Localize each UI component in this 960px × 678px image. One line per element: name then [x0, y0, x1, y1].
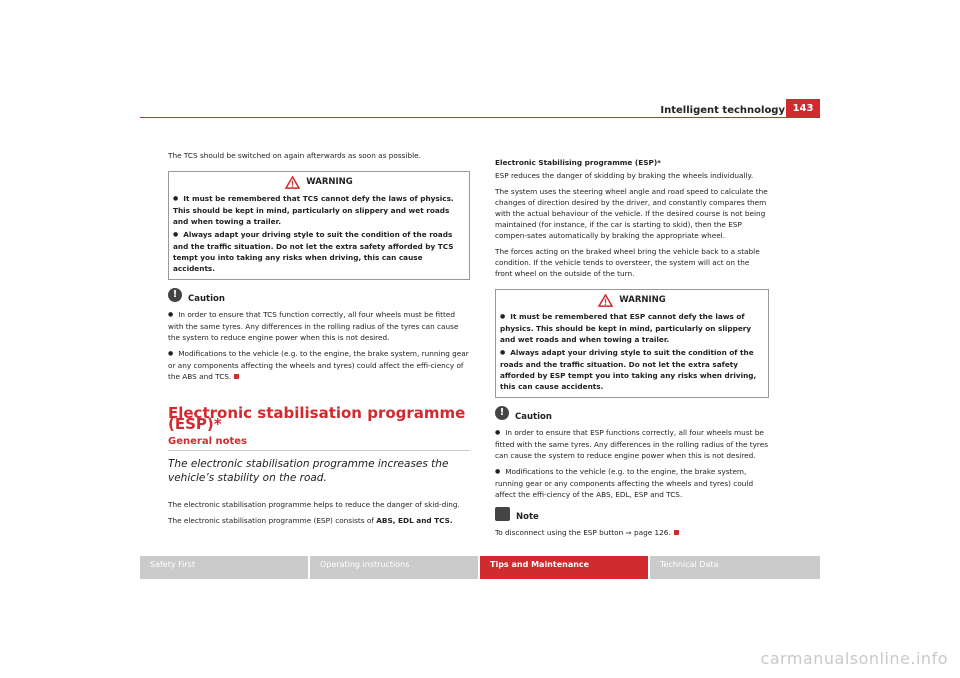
caution-heading	[168, 289, 470, 306]
left-column	[168, 150, 470, 531]
warning-triangle-icon	[598, 294, 613, 307]
warning-item: ● It must be remembered that TCS cannot defy the laws of physics. This should be kept in mind, particularly on slippery and wet roads and when towing a trailer.	[173, 193, 465, 227]
warning-heading	[500, 294, 764, 307]
footer-tab-technical-data[interactable]: Technical Data	[650, 556, 820, 579]
body-text: ESP reduces the danger of skidding by braking the wheels individually.	[495, 171, 754, 180]
header-rule	[140, 117, 820, 118]
body-text: The electronic stabilisation programme helps to reduce the danger of skid-ding.	[168, 500, 460, 509]
caution-item: ● In order to ensure that TCS function correctly, all four wheels must be fitted with the same tyres. Any differences in the rolling radius of the tyres can cause the system to reduce engine power when this is not desired.	[168, 309, 470, 343]
caution-title: Caution	[515, 411, 552, 422]
caution-item: ● Modifications to the vehicle (e.g. to the engine, the brake system, running gear or any components affecting the wheels and tyres) could affect the effi-ciency of the ABS and TCS.	[168, 349, 469, 381]
esp-heading: Electronic Stabilising programme (ESP)*	[495, 158, 661, 167]
end-of-section-icon	[234, 374, 239, 379]
caution-item-wrap	[168, 348, 470, 382]
page-number: 143	[786, 99, 820, 118]
caution-item: ● Modifications to the vehicle (e.g. to the engine, the brake system, running gear or any components affecting the wheels and tyres) could affect the effi-ciency of the ABS, EDL, ESP and TCS.	[495, 466, 769, 500]
note-hand-icon	[495, 507, 510, 521]
caution-item: ● In order to ensure that ESP functions correctly, all four wheels must be fitted with the same tyres. Any differences in the rolling radius of the tyres can cause the system to reduce engine power when this is not desired.	[495, 427, 769, 461]
warning-title: WARNING	[619, 295, 666, 305]
watermark: carmanualsonline.info	[760, 649, 948, 668]
page-header-title: Intelligent technology	[660, 105, 785, 116]
caution-title: Caution	[188, 293, 225, 304]
body-text: The forces acting on the braked wheel bring the vehicle back to a stable condition. If the vehicle tends to oversteer, the system will act on the front wheel on the outside of the turn.	[495, 247, 760, 278]
note-text-wrap	[495, 527, 769, 538]
section-title: Electronic stabilisation programme (ESP)*	[168, 404, 466, 433]
warning-item: ● Always adapt your driving style to suit the condition of the roads and the traffic situation. Do not let the extra safety afforded by ESP tempt you into taking any risks when driving, this can cause accidents.	[500, 347, 764, 392]
note-text[interactable]: To disconnect using the ESP button ⇒ page 126.	[495, 528, 671, 537]
caution-heading	[495, 407, 769, 424]
warning-item: ● Always adapt your driving style to suit the condition of the roads and the traffic situation. Do not let the extra safety afforded by TCS tempt you into taking any risks when driving, this can cause accidents.	[173, 229, 465, 274]
warning-item: ● It must be remembered that ESP cannot defy the laws of physics. This should be kept in mind, particularly on slippery and wet roads and when towing a trailer.	[500, 311, 764, 345]
note-title: Note	[516, 511, 539, 522]
esp-warning-box	[495, 289, 769, 398]
warning-title: WARNING	[306, 177, 353, 187]
body-text: The system uses the steering wheel angle and road speed to calculate the changes of direction desired by the driver, and constantly compares them with the actual behaviour of the vehicle. If the desired course is not being maintained (for instance, if the car is starting to skid), then the ESP compen-sates automatically by braking the appropriate wheel.	[495, 187, 768, 240]
caution-exclamation-icon: !	[168, 288, 182, 302]
warning-heading	[173, 176, 465, 189]
caution-exclamation-icon: !	[495, 406, 509, 420]
warning-triangle-icon	[285, 176, 300, 189]
intro-text: The electronic stabilisation programme increases the vehicle’s stability on the road.	[168, 458, 449, 484]
footer-tab-operating-instructions[interactable]: Operating instructions	[310, 556, 478, 579]
tcs-warning-box	[168, 171, 470, 280]
end-of-section-icon	[674, 530, 679, 535]
sub-title: General notes	[168, 436, 470, 451]
systems-list: ABS, EDL and TCS.	[376, 516, 453, 525]
footer-tab-tips-and-maintenance[interactable]: Tips and Maintenance	[480, 556, 648, 579]
note-heading	[495, 510, 769, 524]
footer-tab-safety-first[interactable]: Safety First	[140, 556, 308, 579]
tcs-reactivate-text: The TCS should be switched on again afterwards as soon as possible.	[168, 151, 421, 160]
right-column	[495, 157, 769, 543]
body-text-consists: The electronic stabilisation programme (ESP) consists of ABS, EDL and TCS.	[168, 516, 453, 525]
